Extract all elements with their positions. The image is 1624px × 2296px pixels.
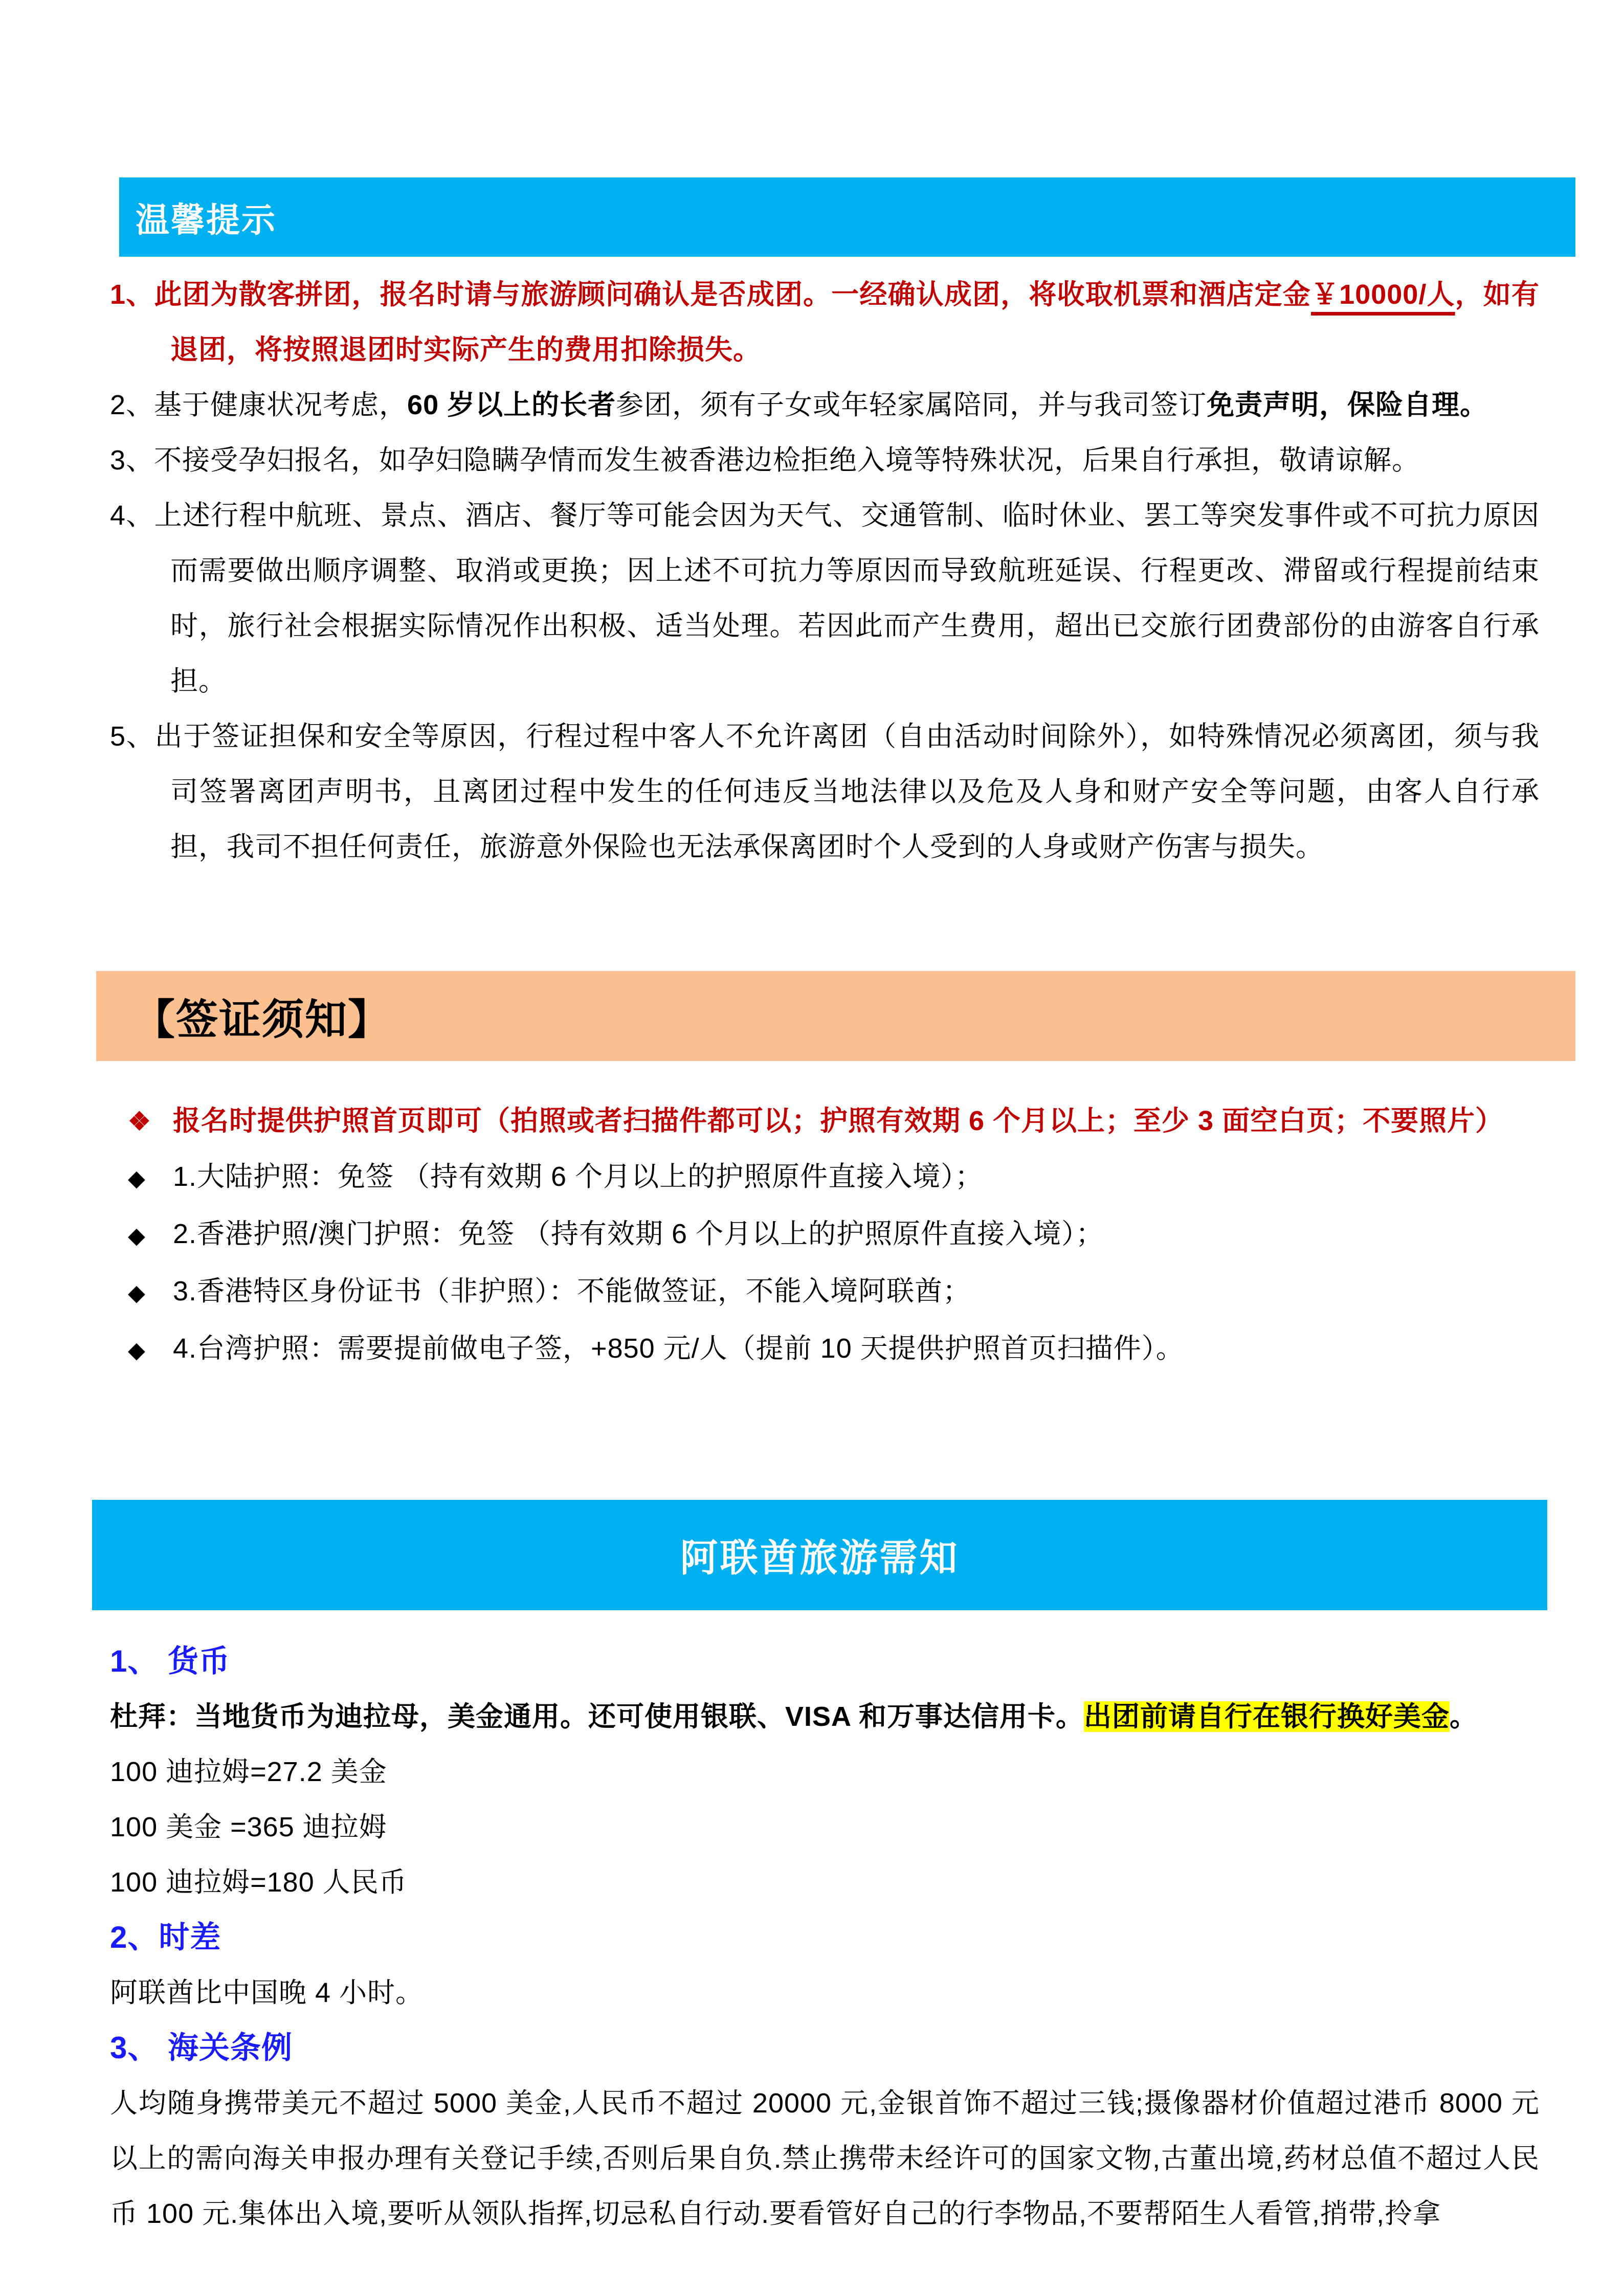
currency-intro-text: 杜拜：当地货币为迪拉母，美金通用。还可使用银联、VISA 和万事达信用卡。	[110, 1701, 1084, 1732]
warm-tips-item-2	[110, 377, 1540, 433]
currency-intro-period: 。	[1450, 1701, 1478, 1732]
visa-item-taiwan-passport	[128, 1321, 1540, 1378]
diamond-bullet-icon: ◆	[128, 1338, 146, 1363]
warm-tips-item-3: 3、不接受孕妇报名，如孕妇隐瞒孕情而发生被香港边检拒绝入境等特殊状况，后果自行承担，敬请谅解。	[110, 445, 1420, 476]
timezone-text: 阿联酋比中国晚 4 小时。	[110, 1977, 424, 2008]
timezone-heading: 2、时差	[110, 1920, 221, 1954]
item2-elderly-bold: 60 岁以上的长者	[407, 390, 616, 420]
diamond-bullet-icon: ◆	[128, 1280, 146, 1305]
uae-notice-title: 阿联酋旅游需知	[680, 1537, 960, 1579]
warm-tips-item-1	[110, 267, 1540, 377]
item1-text-end: ，如有退团，将按照退团时实际产生的费用扣除损失。	[170, 279, 1540, 365]
warm-tips-list	[110, 267, 1540, 874]
item2-disclaimer-bold: 免责声明，保险自理。	[1207, 390, 1488, 420]
customs-heading: 3、 海关条例	[110, 2031, 293, 2065]
visa-item-hk-identity-doc	[128, 1264, 1540, 1321]
warm-tips-title: 温馨提示	[136, 201, 277, 239]
currency-heading: 1、 货币	[110, 1644, 231, 1678]
four-diamond-bullet-icon: ❖	[128, 1107, 151, 1136]
exchange-rate-line: 100 美金 =365 迪拉姆	[110, 1812, 387, 1842]
visa-notice-banner	[96, 971, 1575, 1061]
item2-text-mid: 参团，须有子女或年轻家属陪同，并与我司签订	[616, 390, 1207, 420]
visa-lead-text: 报名时提供护照首页即可（拍照或者扫描件都可以；护照有效期 6 个月以上；至少 3 面空白页；不要照片）	[173, 1106, 1504, 1136]
uae-notice-section	[110, 1634, 1540, 2241]
exchange-rate-line: 100 迪拉姆=27.2 美金	[110, 1757, 387, 1787]
warm-tips-item-4: 4、上述行程中航班、景点、酒店、餐厅等可能会因为天气、交通管制、临时休业、罢工等突发事件或不可抗力原因而需要做出顺序调整、取消或更换；因上述不可抗力等原因而导致航班延误、行程更改、滞留或行程提前结束时，旅行社会根据实际情况作出积极、适当处理。若因此而产生费用，超出已交旅行团费部份的由游客自行承担。	[110, 500, 1540, 696]
visa-item-text: 4.台湾护照：需要提前做电子签，+850 元/人（提前 10 天提供护照首页扫描件）。	[173, 1333, 1184, 1364]
exchange-rate-line: 100 迪拉姆=180 人民币	[110, 1867, 407, 1898]
uae-notice-banner	[92, 1500, 1547, 1610]
item2-text: 2、基于健康状况考虑，	[110, 390, 408, 420]
warm-tips-banner	[119, 177, 1575, 257]
visa-item-mainland	[128, 1149, 1540, 1206]
currency-intro-line	[110, 1689, 1540, 1744]
item1-deposit-underlined: ￥10000/人	[1311, 279, 1455, 310]
visa-item-text: 3.香港特区身份证书（非护照）：不能做签证，不能入境阿联酋；	[173, 1276, 971, 1307]
visa-notice-list	[128, 1093, 1540, 1378]
warm-tips-item-5: 5、出于签证担保和安全等原因，行程过程中客人不允许离团（自由活动时间除外），如特殊情况必须离团，须与我司签署离团声明书，且离团过程中发生的任何违反当地法律以及危及人身和财产安全等问题，由客人自行承担，我司不担任何责任，旅游意外保险也无法承保离团时个人受到的人身或财产伤害与损失。	[110, 721, 1540, 862]
diamond-bullet-icon: ◆	[128, 1166, 146, 1191]
visa-lead-note	[128, 1093, 1540, 1149]
item1-text: 1、此团为散客拼团，报名时请与旅游顾问确认是否成团。一经确认成团，将收取机票和酒店定金	[110, 279, 1311, 310]
visa-item-hkmo-passport	[128, 1206, 1540, 1264]
visa-item-text: 1.大陆护照：免签 （持有效期 6 个月以上的护照原件直接入境）；	[173, 1161, 984, 1192]
visa-notice-title: 【签证须知】	[133, 996, 391, 1043]
currency-highlight-text: 出团前请自行在银行换好美金	[1084, 1701, 1450, 1732]
visa-item-text: 2.香港护照/澳门护照：免签 （持有效期 6 个月以上的护照原件直接入境）；	[173, 1219, 1104, 1249]
diamond-bullet-icon: ◆	[128, 1223, 146, 1248]
customs-text: 人均随身携带美元不超过 5000 美金,人民币不超过 20000 元,金银首饰不超过三钱;摄像器材价值超过港币 8000 元以上的需向海关申报办理有关登记手续,否则后果自负.禁止携带未经许可的国家文物,古董出境,药材总值不超过人民币 100 元.集体出入境,要听从领队指挥,切忌私自行动.要看管好自己的行李物品,不要帮陌生人看管,捎带,拎拿	[110, 2088, 1540, 2229]
